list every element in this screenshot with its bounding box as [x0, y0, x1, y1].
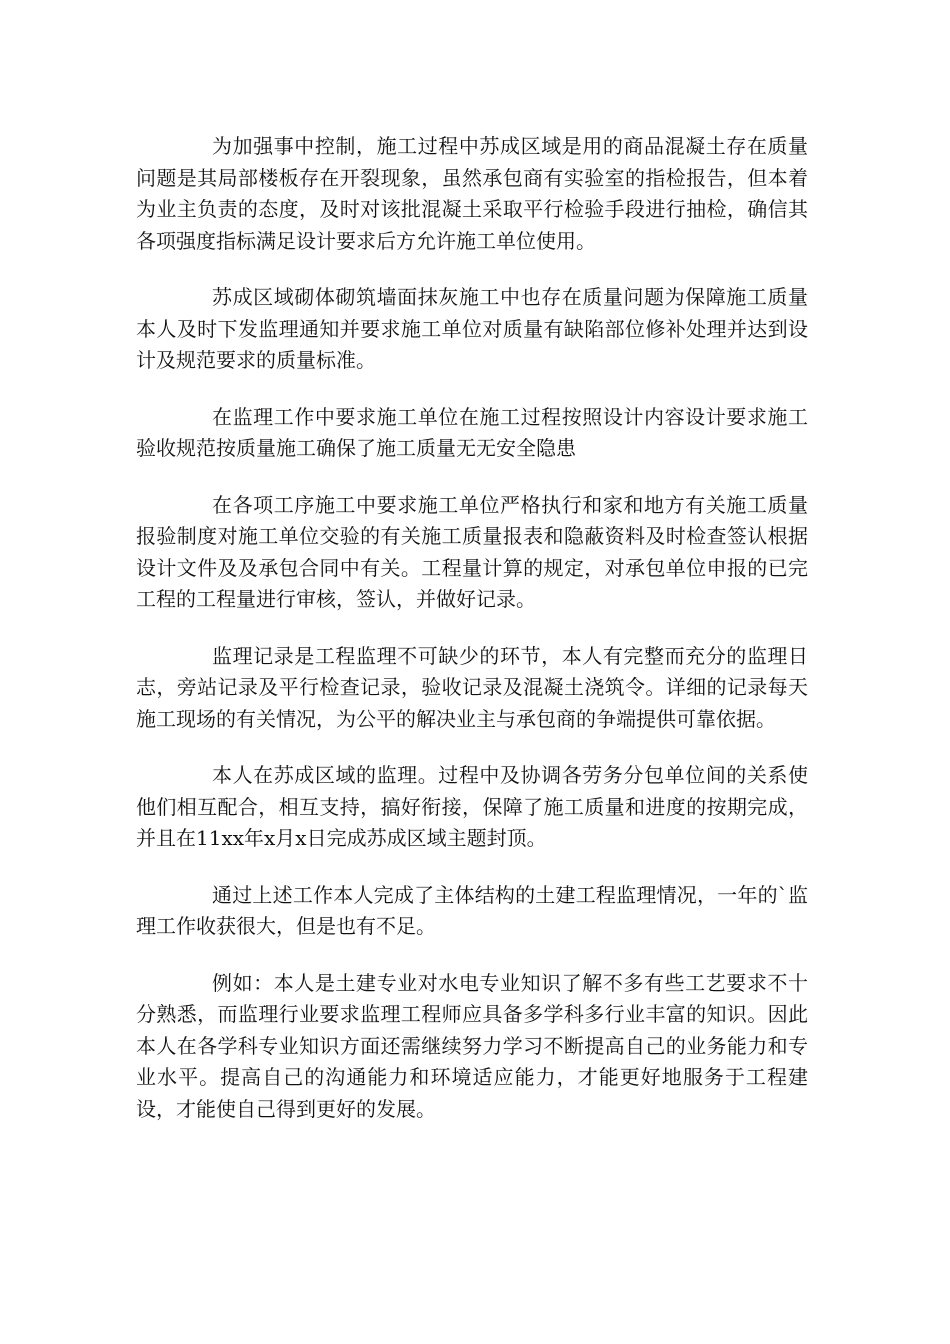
document-body: [136, 131, 808, 1150]
paragraph-self-improvement: 例如：本人是土建专业对水电专业知识了解不多有些工艺要求不十分熟悉，而监理行业要求监理工程师应具备多学科多行业丰富的知识。因此本人在各学科专业知识方面还需继续努力学习不断提高自己的业务能力和专业水平。提高自己的沟通能力和环境适应能力，才能更好地服务于工程建设，才能使自己得到更好的发展。: [136, 970, 808, 1121]
paragraph-masonry-plastering: 苏成区域砌体砌筑墙面抹灰施工中也存在质量问题为保障施工质量本人及时下发监理通知并要求施工单位对质量有缺陷部位修补处理并达到设计及规范要求的质量标准。: [136, 285, 808, 372]
paragraph-quality-reporting: 在各项工序施工中要求施工单位严格执行和家和地方有关施工质量报验制度对施工单位交验的有关施工质量报表和隐蔽资料及时检查签认根据设计文件及及承包合同中有关。工程量计算的规定，对承包单位申报的已完工程的工程量进行审核，签认，并做好记录。: [136, 492, 808, 611]
paragraph-coordination: 本人在苏成区域的监理。过程中及协调各劳务分包单位间的关系使他们相互配合，相互支持，搞好衔接，保障了施工质量和进度的按期完成，并且在11xx年x月x日完成苏成区域主题封顶。: [136, 763, 808, 850]
paragraph-concrete-inspection: 为加强事中控制，施工过程中苏成区域是用的商品混凝土存在质量问题是其局部楼板存在开裂现象，虽然承包商有实验室的指检报告，但本着为业主负责的态度，及时对该批混凝土采取平行检验手段进行抽检，确信其各项强度指标满足设计要求后方允许施工单位使用。: [136, 134, 808, 253]
paragraph-supervision-records: 监理记录是工程监理不可缺少的环节，本人有完整而充分的监理日志，旁站记录及平行检查记录，验收记录及混凝土浇筑令。详细的记录每天施工现场的有关情况，为公平的解决业主与承包商的争端提供可靠依据。: [136, 643, 808, 731]
paragraph-construction-requirements: 在监理工作中要求施工单位在施工过程按照设计内容设计要求施工验收规范按质量施工确保了施工质量无无安全隐患: [136, 404, 808, 460]
paragraph-summary: 通过上述工作本人完成了主体结构的土建工程监理情况，一年的`监理工作收获很大，但是也有不足。: [136, 882, 808, 938]
